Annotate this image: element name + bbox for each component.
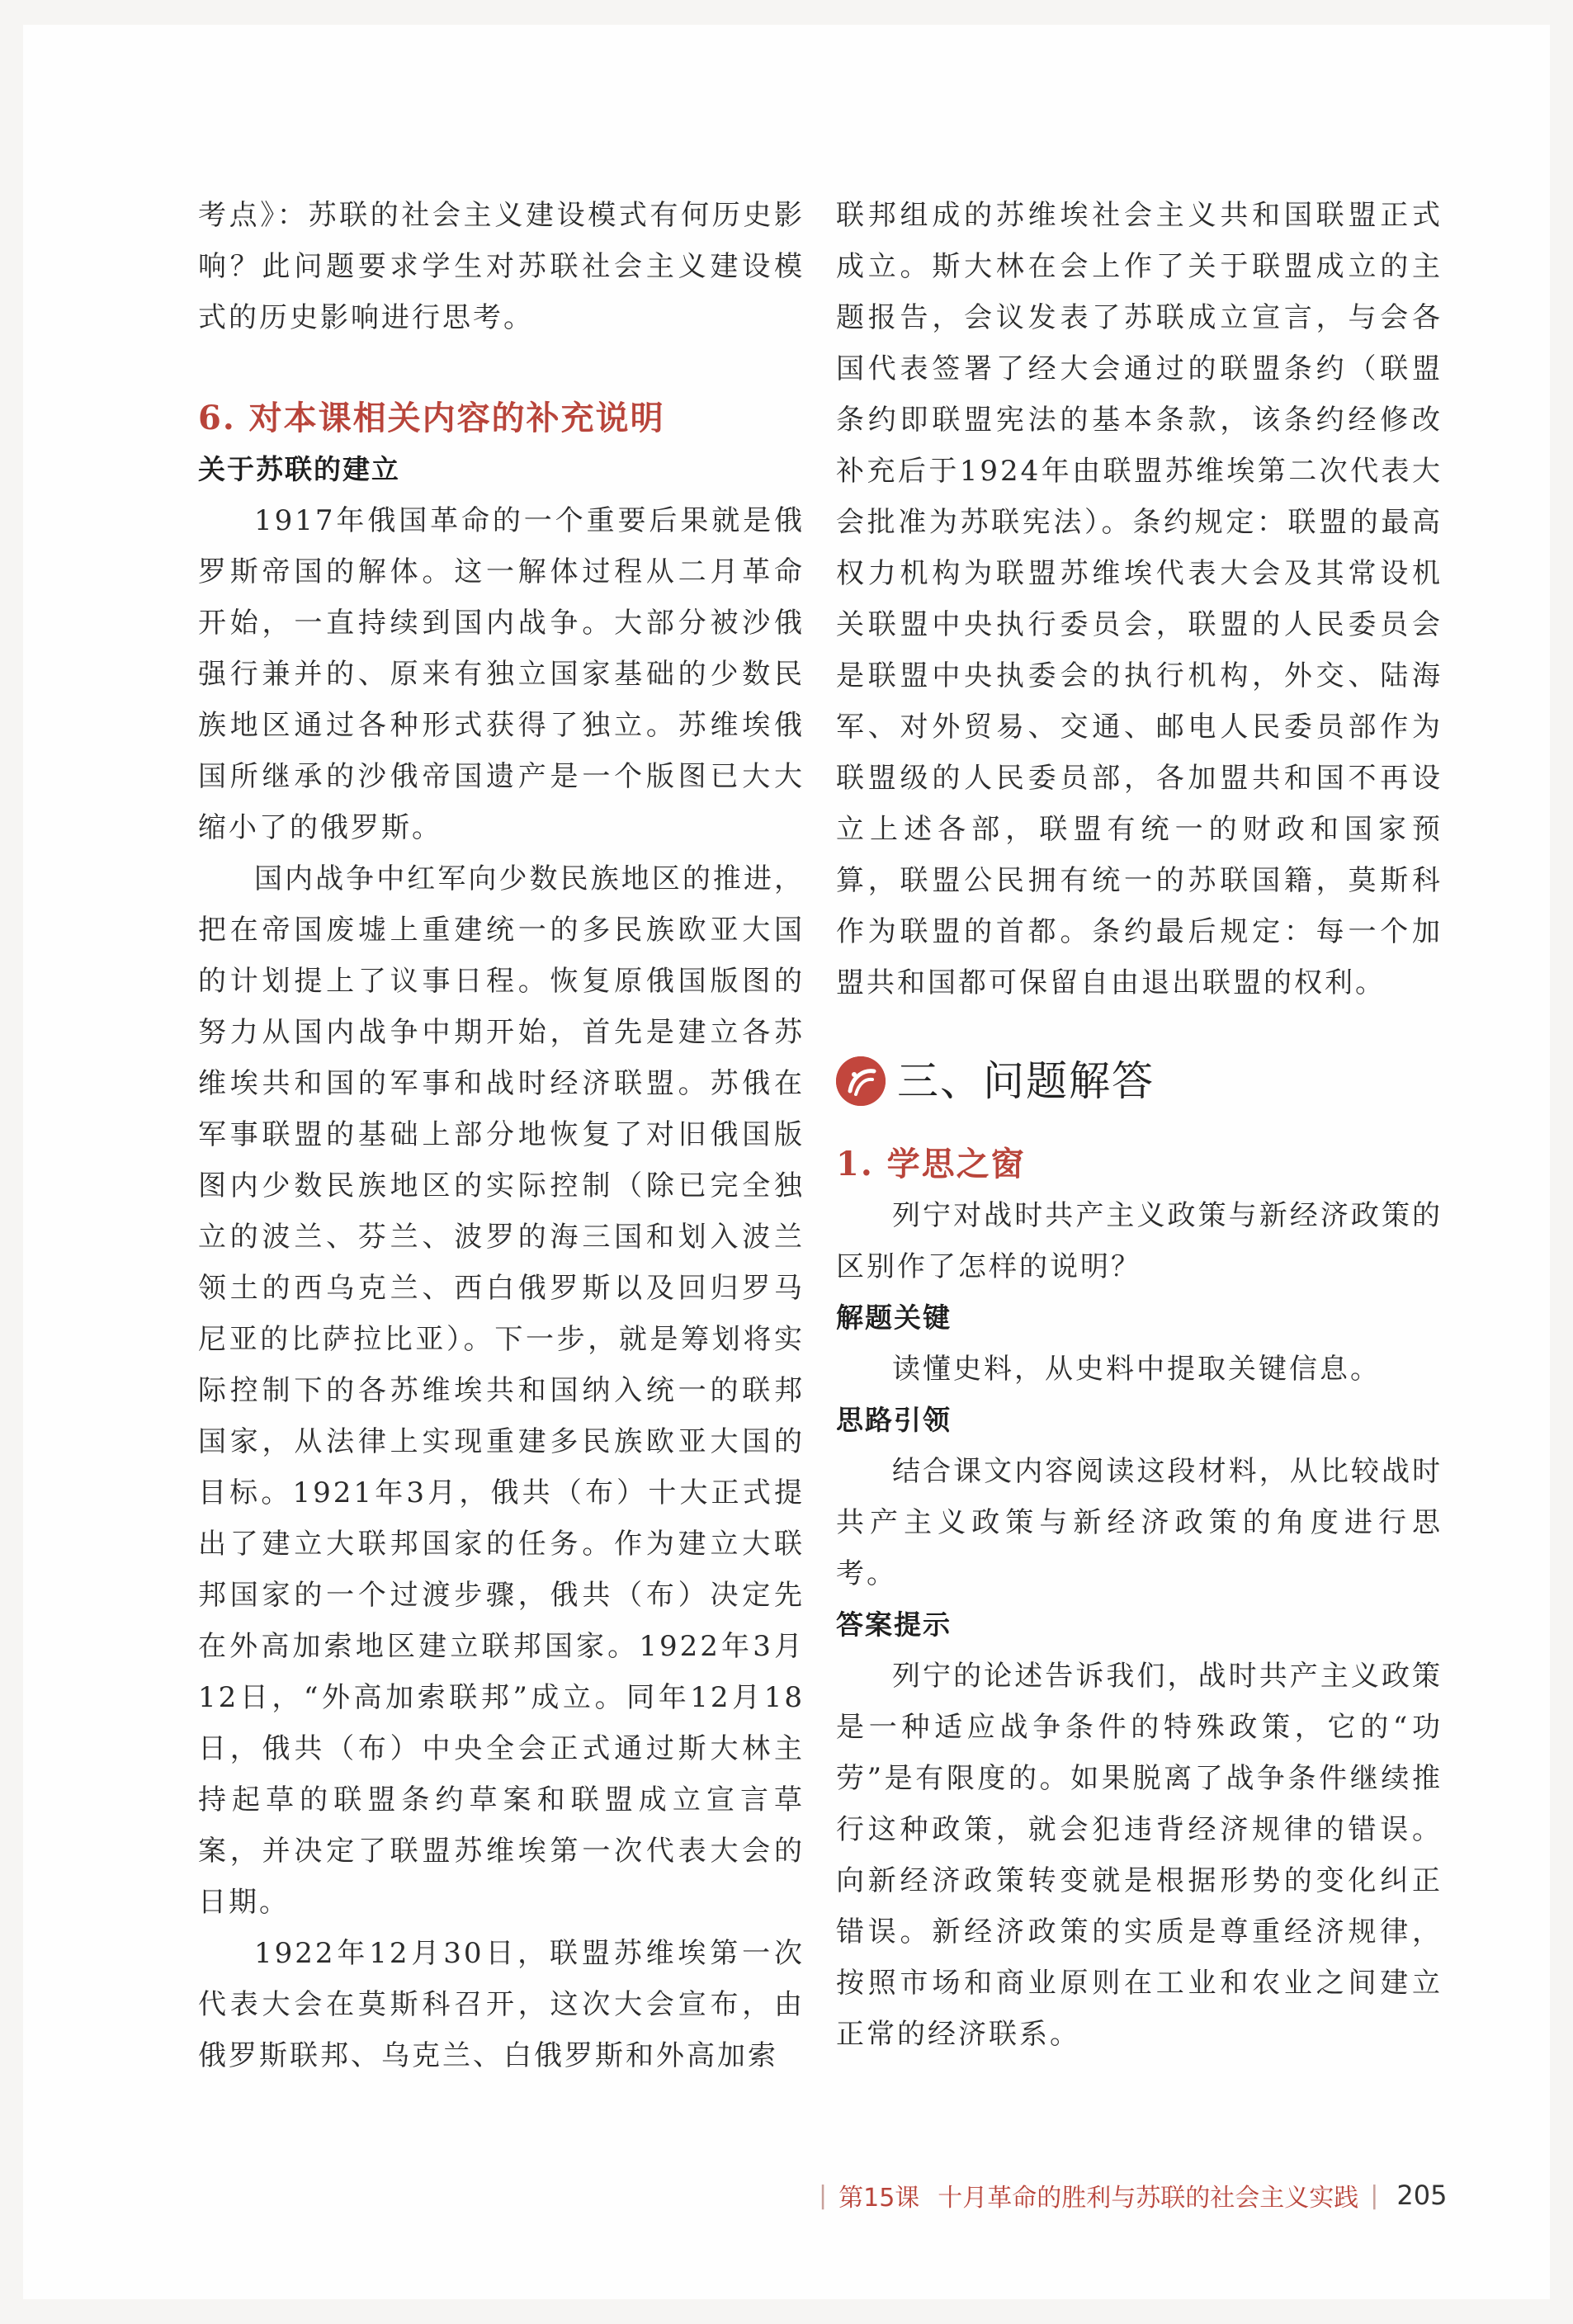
paragraph-intro: 考点》：苏联的社会主义建设模式有何历史影响？此问题要求学生对苏联社会主义建设模式的历史影响进行思考。 <box>198 199 805 334</box>
section-6-title: 6. 对本课相关内容的补充说明 <box>198 399 665 437</box>
footer-divider: | <box>819 2180 828 2210</box>
key-label: 解题关键 <box>836 1301 952 1334</box>
paragraph-1: 1917年俄国革命的一个重要后果就是俄罗斯帝国的解体。这一解体过程从二月革命开始，一直持续到国内战争。大部分被沙俄强行兼并的、原来有独立国家基础的少数民族地区通过各种形式获得了独立。苏维埃俄国所继承的沙俄帝国遗产是一个版图已大大缩小了的俄罗斯。 <box>198 504 805 844</box>
right-column <box>836 190 1443 2060</box>
guide-text: 结合课文内容阅读这段材料，从比较战时共产主义政策与新经济政策的角度进行思考。 <box>836 1455 1443 1590</box>
section-3-heading <box>836 1042 1443 1121</box>
subsection-title: 关于苏联的建立 <box>198 453 400 485</box>
paragraph-continued: 联邦组成的苏维埃社会主义共和国联盟正式成立。斯大林在会上作了关于联盟成立的主题报告，会议发表了苏联成立宣言，与会各国代表签署了经大会通过的联盟条约（联盟条约即联盟宪法的基本条款，该条约经修改补充后于1924年由联盟苏维埃第二次代表大会批准为苏联宪法）。条约规定：联盟的最高权力机构为联盟苏维埃代表大会及其常设机关联盟中央执行委员会，联盟的人民委员会是联盟中央执委会的执行机构，外交、陆海军、对外贸易、交通、邮电人民委员部作为联盟级的人民委员部，各加盟共和国不再设立上述各部，联盟有统一的财政和国家预算，联盟公民拥有统一的苏联国籍，莫斯科作为联盟的首都。条约最后规定：每一个加盟共和国都可保留自由退出联盟的权利。 <box>836 199 1443 999</box>
footer-lesson: 第15课 <box>838 2184 920 2213</box>
question-1-text: 列宁对战时共产主义政策与新经济政策的区别作了怎样的说明？ <box>836 1199 1443 1283</box>
question-1-title: 1. 学思之窗 <box>836 1145 1026 1183</box>
paragraph-2: 国内战争中红军向少数民族地区的推进，把在帝国废墟上重建统一的多民族欧亚大国的计划提上了议事日程。恢复原俄国版图的努力从国内战争中期开始，首先是建立各苏维埃共和国的军事和战时经济联盟。苏俄在军事联盟的基础上部分地恢复了对旧俄国版图内少数民族地区的实际控制（除已完全独立的波兰、芬兰、波罗的海三国和划入波兰领土的西乌克兰、西白俄罗斯以及回归罗马尼亚的比萨拉比亚）。下一步，就是筹划将实际控制下的各苏维埃共和国纳入统一的联邦国家，从法律上实现重建多民族欧亚大国的目标。1921年3月，俄共（布）十大正式提出了建立大联邦国家的任务。作为建立大联邦国家的一个过渡步骤，俄共（布）决定先在外高加索地区建立联邦国家。1922年3月12日，“外高加索联邦”成立。同年12月18日，俄共（布）中央全会正式通过斯大林主持起草的联盟条约草案和联盟成立宣言草案，并决定了联盟苏维埃第一次代表大会的日期。 <box>198 862 805 1919</box>
page <box>23 25 1550 2299</box>
answer-label: 答案提示 <box>836 1608 952 1641</box>
left-column <box>198 190 805 2081</box>
footer-lesson-title: 十月革命的胜利与苏联的社会主义实践 <box>938 2184 1359 2213</box>
page-number: 205 <box>1396 2180 1448 2211</box>
section-badge-icon <box>836 1056 886 1106</box>
guide-label: 思路引领 <box>836 1404 952 1436</box>
section-3-title: 三、问题解答 <box>897 1057 1155 1105</box>
key-text: 读懂史料，从史料中提取关键信息。 <box>892 1353 1381 1386</box>
answer-text: 列宁的论述告诉我们，战时共产主义政策是一种适应战争条件的特殊政策，它的“功劳”是有限度的。如果脱离了战争条件继续推行这种政策，就会犯违背经济规律的错误。向新经济政策转变就是根据形势的变化纠正错误。新经济政策的实质是尊重经济规律，按照市场和商业原则在工业和农业之间建立正常的经济联系。 <box>836 1660 1443 2051</box>
paragraph-3: 1922年12月30日，联盟苏维埃第一次代表大会在莫斯科召开，这次大会宣布，由俄罗斯联邦、乌克兰、白俄罗斯和外高加索 <box>198 1937 805 2072</box>
footer-divider: | <box>1370 2180 1379 2210</box>
page-footer <box>807 2170 1467 2220</box>
